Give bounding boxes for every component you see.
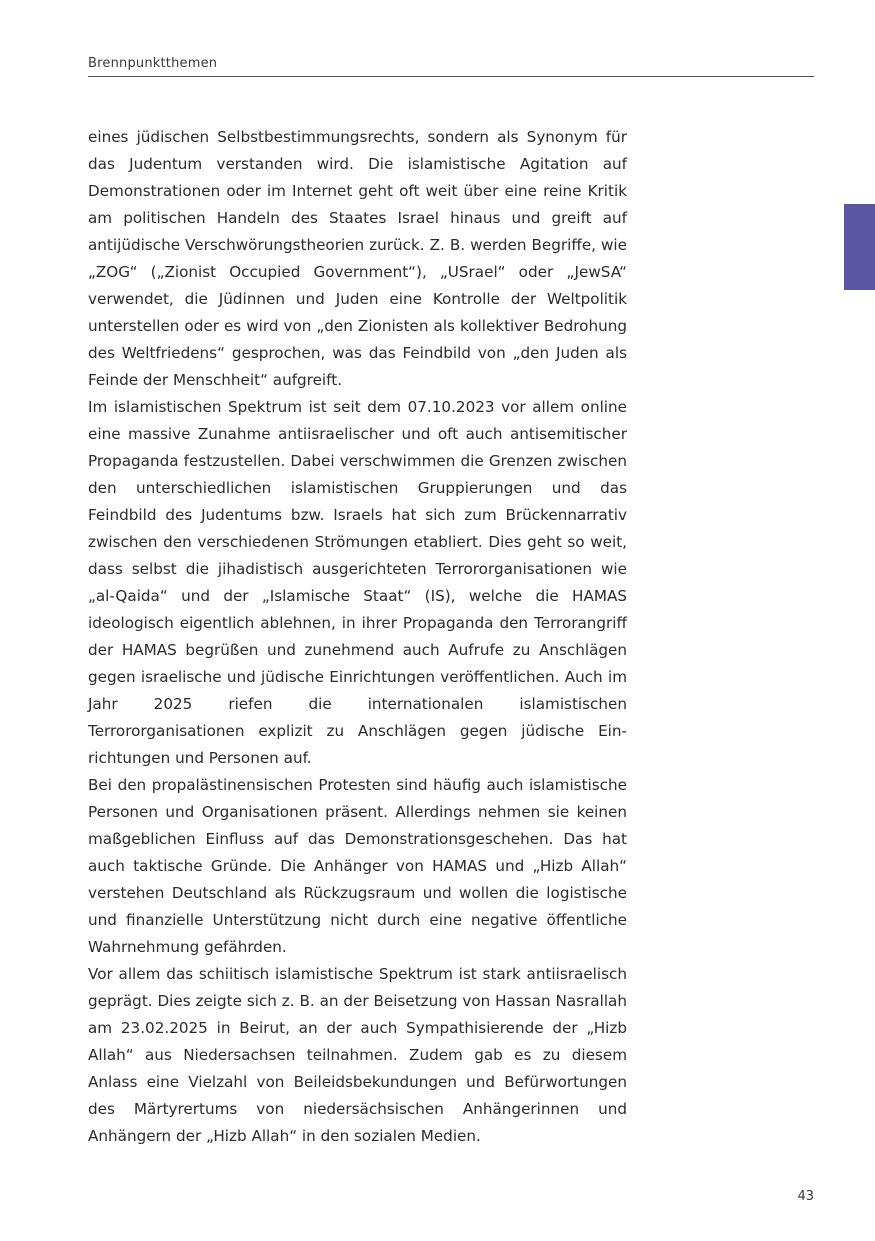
chapter-tab-marker [844,204,875,290]
paragraph-1: eines jüdischen Selbstbestimmungsrechts, sondern als Synonym für das Judentum verstanden wird. Die islamistische Agitation auf Demonstrationen oder im Internet geht oft weit über eine reine Kritik am politischen Handeln des Staates Israel hinaus und greift auf antijüdische Verschwörungstheorien zurück. Z. B. werden Begriffe, wie „ZOG“ („Zionist Occupied Government“), „USrael“ oder „JewSA“ verwendet, die Jüdinnen und Juden eine Kontrolle der Weltpolitik unterstellen oder es wird von „den Zionisten als kollektiver Bedrohung des Weltfriedens“ gesprochen, was das Feindbild von „den Juden als Feinde der Menschheit“ aufgreift. [88,128,627,389]
section-title: Brennpunktthemen [88,56,218,71]
paragraph-2: Im islamistischen Spektrum ist seit dem 07.10.2023 vor allem online eine massive Zunahme antiisraelischer und oft auch antisemitischer Propaganda festzustellen. Dabei verschwimmen die Grenzen zwischen den unterschiedlichen islamistischen Gruppierungen und das Feindbild des Judentums bzw. Israels hat sich zum Brückennarrativ zwischen den verschiedenen Strömungen etabliert. Dies geht so weit, dass selbst die jihadistisch ausgerichteten Terrororganisationen wie „al-Qaida“ und der „Islamische Staat“ (IS), welche die HAMAS ideologisch eigentlich ablehnen, in ihrer Propaganda den Terrorangriff der HAMAS begrüßen und zunehmend auch Aufrufe zu Anschlägen gegen israelische und jüdische Einrichtungen veröffentlichen. Auch im Jahr 2025 riefen die internationalen islamistischen Terrororganisationen explizit zu Anschlägen gegen jüdische Einrichtungen und Personen auf. [88,398,627,767]
paragraph-3: Bei den propalästinensischen Protesten sind häufig auch islamistische Personen und Organisationen präsent. Allerdings nehmen sie keinen maßgeblichen Einfluss auf das Demonstrationsgeschehen. Das hat auch taktische Gründe. Die Anhänger von HAMAS und „Hizb Allah“ verstehen Deutschland als Rückzugsraum und wollen die logistische und finanzielle Unterstützung nicht durch eine negative öffentliche Wahrnehmung gefährden. [88,776,627,956]
page-number: 43 [797,1189,814,1204]
running-header [88,56,814,77]
body-text [88,124,627,1150]
paragraph-4: Vor allem das schiitisch islamistische Spektrum ist stark antiisraelisch geprägt. Dies zeigte sich z. B. an der Beisetzung von Hassan Nasrallah am 23.02.2025 in Beirut, an der auch Sympathisierende der „Hizb Allah“ aus Niedersachsen teilnahmen. Zudem gab es zu diesem Anlass eine Vielzahl von Beileidsbekundungen und Befürwortungen des Märtyrertums von niedersächsischen Anhängerinnen und Anhängern der „Hizb Allah“ in den sozialen Medien. [88,965,627,1145]
